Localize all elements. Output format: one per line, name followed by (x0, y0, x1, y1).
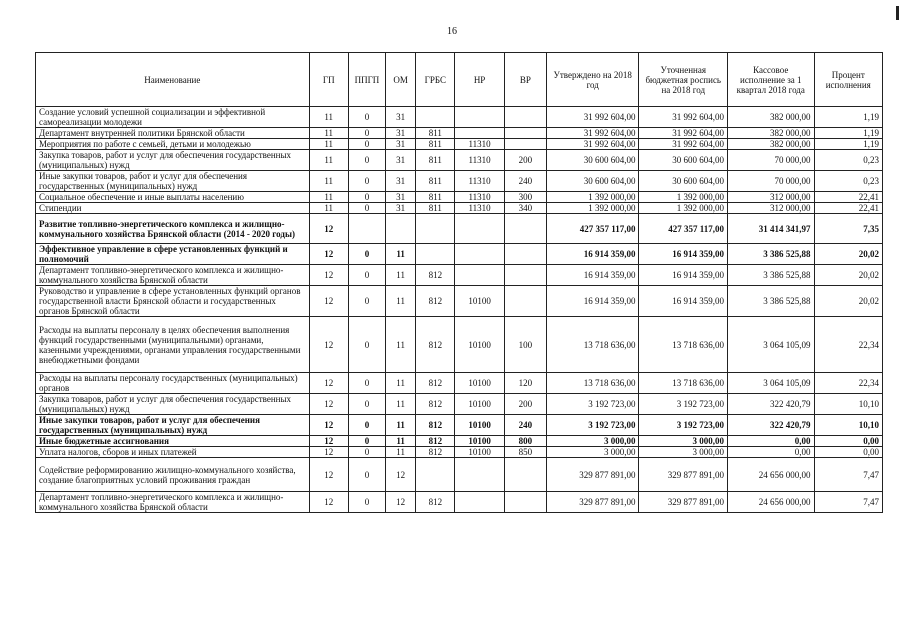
cell-approved: 30 600 604,00 (546, 171, 639, 192)
cell-ppgp: 0 (348, 192, 385, 203)
cell-om: 11 (386, 373, 416, 394)
cell-vr: 300 (504, 192, 546, 203)
cell-vr (504, 286, 546, 317)
cell-grbs: 812 (416, 394, 455, 415)
cell-revised: 16 914 359,00 (639, 265, 728, 286)
cell-om: 11 (386, 415, 416, 436)
table-row (36, 244, 883, 265)
cell-grbs: 812 (416, 492, 455, 513)
cell-percent: 0,23 (814, 150, 883, 171)
cell-approved: 3 000,00 (546, 447, 639, 458)
cell-gp: 12 (309, 415, 348, 436)
cell-vr: 100 (504, 317, 546, 373)
cell-om: 31 (386, 203, 416, 214)
cell-om (386, 214, 416, 244)
cell-gp: 12 (309, 214, 348, 244)
cell-cash: 31 414 341,97 (728, 214, 815, 244)
cell-percent: 22,34 (814, 373, 883, 394)
cell-percent: 7,47 (814, 458, 883, 492)
cell-nr: 10100 (455, 436, 504, 447)
cell-cash: 382 000,00 (728, 139, 815, 150)
cell-om: 31 (386, 150, 416, 171)
cell-grbs: 811 (416, 192, 455, 203)
cell-name: Иные закупки товаров, работ и услуг для обеспечения государственных (муниципальных) нужд (36, 171, 310, 192)
cell-ppgp: 0 (348, 150, 385, 171)
cell-name: Содействие реформированию жилищно-коммунального хозяйства, создание благоприятных условий проживания граждан (36, 458, 310, 492)
cell-grbs: 812 (416, 373, 455, 394)
cell-ppgp: 0 (348, 492, 385, 513)
page-number: 16 (447, 26, 457, 37)
cell-grbs: 811 (416, 128, 455, 139)
table-row (36, 192, 883, 203)
cell-grbs: 811 (416, 150, 455, 171)
cell-nr (455, 107, 504, 128)
cell-grbs: 812 (416, 447, 455, 458)
cell-om: 11 (386, 265, 416, 286)
cell-grbs (416, 214, 455, 244)
cell-revised: 16 914 359,00 (639, 244, 728, 265)
cell-gp: 11 (309, 150, 348, 171)
header-name: Наименование (36, 53, 310, 107)
cell-approved: 16 914 359,00 (546, 286, 639, 317)
header-ppgp: ППГП (348, 53, 385, 107)
cell-ppgp: 0 (348, 203, 385, 214)
cell-om: 11 (386, 317, 416, 373)
cell-approved: 1 392 000,00 (546, 203, 639, 214)
cell-cash: 312 000,00 (728, 192, 815, 203)
cell-revised: 13 718 636,00 (639, 317, 728, 373)
cell-cash: 322 420,79 (728, 394, 815, 415)
cell-percent: 1,19 (814, 139, 883, 150)
cell-grbs: 812 (416, 415, 455, 436)
cell-vr (504, 458, 546, 492)
cell-nr: 10100 (455, 286, 504, 317)
cell-name: Руководство и управление в сфере установленных функций органов государственной власти Брянской области и государственных органов Брянской области (36, 286, 310, 317)
cell-percent: 22,41 (814, 203, 883, 214)
table-row (36, 447, 883, 458)
cell-grbs: 812 (416, 436, 455, 447)
cell-nr: 10100 (455, 317, 504, 373)
header-cash: Кассовое исполнение за 1 квартал 2018 года (728, 53, 815, 107)
cell-vr (504, 492, 546, 513)
cell-nr: 10100 (455, 373, 504, 394)
cell-vr (504, 107, 546, 128)
cell-percent: 20,02 (814, 265, 883, 286)
cell-gp: 12 (309, 458, 348, 492)
cell-revised: 16 914 359,00 (639, 286, 728, 317)
cell-gp: 12 (309, 436, 348, 447)
cell-percent: 10,10 (814, 394, 883, 415)
cell-gp: 12 (309, 317, 348, 373)
cell-revised: 13 718 636,00 (639, 373, 728, 394)
cell-approved: 16 914 359,00 (546, 265, 639, 286)
cell-revised: 329 877 891,00 (639, 458, 728, 492)
cell-cash: 0,00 (728, 447, 815, 458)
cell-gp: 12 (309, 447, 348, 458)
cell-approved: 329 877 891,00 (546, 492, 639, 513)
table-row (36, 415, 883, 436)
cell-name: Развитие топливно-энергетического комплекса и жилищно-коммунального хозяйства Брянской области (2014 - 2020 годы) (36, 214, 310, 244)
cell-approved: 3 000,00 (546, 436, 639, 447)
table-row (36, 203, 883, 214)
cell-om: 11 (386, 436, 416, 447)
table-row (36, 107, 883, 128)
cell-cash: 70 000,00 (728, 171, 815, 192)
table-header-row (36, 53, 883, 107)
cell-vr: 850 (504, 447, 546, 458)
cell-percent: 1,19 (814, 107, 883, 128)
cell-ppgp: 0 (348, 415, 385, 436)
cell-cash: 382 000,00 (728, 128, 815, 139)
cell-ppgp: 0 (348, 447, 385, 458)
cell-name: Закупка товаров, работ и услуг для обеспечения государственных (муниципальных) нужд (36, 394, 310, 415)
cell-revised: 31 992 604,00 (639, 139, 728, 150)
cell-ppgp: 0 (348, 436, 385, 447)
cell-nr (455, 128, 504, 139)
cell-nr: 10100 (455, 447, 504, 458)
cell-approved: 3 192 723,00 (546, 394, 639, 415)
cell-name: Департамент внутренней политики Брянской области (36, 128, 310, 139)
cell-gp: 11 (309, 139, 348, 150)
cell-ppgp: 0 (348, 265, 385, 286)
cell-cash: 382 000,00 (728, 107, 815, 128)
cell-nr: 10100 (455, 415, 504, 436)
cell-name: Закупка товаров, работ и услуг для обеспечения государственных (муниципальных) нужд (36, 150, 310, 171)
table-row (36, 265, 883, 286)
cell-vr (504, 265, 546, 286)
cell-grbs: 812 (416, 317, 455, 373)
cell-om: 31 (386, 107, 416, 128)
cell-cash: 0,00 (728, 436, 815, 447)
cell-vr: 200 (504, 150, 546, 171)
cell-nr (455, 244, 504, 265)
cell-gp: 11 (309, 192, 348, 203)
cell-approved: 3 192 723,00 (546, 415, 639, 436)
cell-nr (455, 265, 504, 286)
cell-revised: 3 000,00 (639, 447, 728, 458)
cell-nr (455, 214, 504, 244)
cell-name: Социальное обеспечение и иные выплаты населению (36, 192, 310, 203)
cell-om: 31 (386, 128, 416, 139)
cell-grbs: 811 (416, 171, 455, 192)
table-row (36, 492, 883, 513)
cell-percent: 20,02 (814, 244, 883, 265)
cell-om: 31 (386, 192, 416, 203)
table-row (36, 458, 883, 492)
cell-approved: 16 914 359,00 (546, 244, 639, 265)
cell-grbs: 812 (416, 265, 455, 286)
cell-name: Департамент топливно-энергетического комплекса и жилищно-коммунального хозяйства Брянской области (36, 492, 310, 513)
cell-name: Создание условий успешной социализации и эффективной самореализации молодежи (36, 107, 310, 128)
cell-cash: 3 386 525,88 (728, 244, 815, 265)
cell-revised: 30 600 604,00 (639, 150, 728, 171)
cell-nr: 11310 (455, 171, 504, 192)
table-row (36, 139, 883, 150)
cell-ppgp: 0 (348, 171, 385, 192)
cell-gp: 11 (309, 107, 348, 128)
cell-nr: 10100 (455, 394, 504, 415)
cell-percent: 7,47 (814, 492, 883, 513)
table-row (36, 286, 883, 317)
cell-name: Стипендии (36, 203, 310, 214)
cell-revised: 1 392 000,00 (639, 192, 728, 203)
cell-om: 11 (386, 394, 416, 415)
cell-percent: 10,10 (814, 415, 883, 436)
table-row (36, 394, 883, 415)
cell-cash: 322 420,79 (728, 415, 815, 436)
header-grbs: ГРБС (416, 53, 455, 107)
cell-approved: 329 877 891,00 (546, 458, 639, 492)
cell-cash: 3 386 525,88 (728, 265, 815, 286)
cell-cash: 3 064 105,09 (728, 317, 815, 373)
cell-vr (504, 139, 546, 150)
header-om: ОМ (386, 53, 416, 107)
cell-om: 31 (386, 139, 416, 150)
cell-approved: 13 718 636,00 (546, 317, 639, 373)
cell-gp: 11 (309, 128, 348, 139)
cell-gp: 12 (309, 265, 348, 286)
cell-grbs (416, 458, 455, 492)
cell-gp: 11 (309, 203, 348, 214)
cell-cash: 24 656 000,00 (728, 492, 815, 513)
cell-ppgp: 0 (348, 458, 385, 492)
cell-revised: 31 992 604,00 (639, 128, 728, 139)
header-nr: НР (455, 53, 504, 107)
cell-cash: 70 000,00 (728, 150, 815, 171)
cell-name: Эффективное управление в сфере установленных функций и полномочий (36, 244, 310, 265)
budget-table (35, 52, 883, 513)
cell-gp: 12 (309, 244, 348, 265)
cell-percent: 22,34 (814, 317, 883, 373)
cell-vr: 240 (504, 171, 546, 192)
cell-gp: 12 (309, 373, 348, 394)
cell-vr: 240 (504, 415, 546, 436)
cell-gp: 12 (309, 286, 348, 317)
cell-approved: 427 357 117,00 (546, 214, 639, 244)
cell-om: 12 (386, 492, 416, 513)
cell-vr: 200 (504, 394, 546, 415)
cell-revised: 1 392 000,00 (639, 203, 728, 214)
cell-percent: 20,02 (814, 286, 883, 317)
cell-cash: 3 386 525,88 (728, 286, 815, 317)
cell-grbs: 811 (416, 203, 455, 214)
cell-nr: 11310 (455, 150, 504, 171)
cell-name: Иные закупки товаров, работ и услуг для обеспечения государственных (муниципальных) нужд (36, 415, 310, 436)
cell-ppgp: 0 (348, 139, 385, 150)
cell-percent: 22,41 (814, 192, 883, 203)
cell-revised: 3 000,00 (639, 436, 728, 447)
cell-name: Уплата налогов, сборов и иных платежей (36, 447, 310, 458)
cell-ppgp (348, 214, 385, 244)
cell-vr: 340 (504, 203, 546, 214)
table-row (36, 214, 883, 244)
cell-ppgp: 0 (348, 286, 385, 317)
cell-vr (504, 244, 546, 265)
cell-ppgp: 0 (348, 373, 385, 394)
cell-approved: 1 392 000,00 (546, 192, 639, 203)
cell-approved: 30 600 604,00 (546, 150, 639, 171)
cell-approved: 31 992 604,00 (546, 139, 639, 150)
cell-name: Мероприятия по работе с семьей, детьми и молодежью (36, 139, 310, 150)
cell-percent: 1,19 (814, 128, 883, 139)
corner-mark (896, 6, 899, 20)
cell-cash: 312 000,00 (728, 203, 815, 214)
cell-percent: 0,23 (814, 171, 883, 192)
cell-ppgp: 0 (348, 394, 385, 415)
cell-revised: 329 877 891,00 (639, 492, 728, 513)
cell-om: 31 (386, 171, 416, 192)
cell-vr: 120 (504, 373, 546, 394)
cell-nr: 11310 (455, 192, 504, 203)
cell-approved: 31 992 604,00 (546, 128, 639, 139)
cell-revised: 3 192 723,00 (639, 394, 728, 415)
table-row (36, 128, 883, 139)
cell-nr: 11310 (455, 203, 504, 214)
cell-revised: 427 357 117,00 (639, 214, 728, 244)
table-row (36, 171, 883, 192)
cell-cash: 3 064 105,09 (728, 373, 815, 394)
table-body (36, 107, 883, 513)
cell-name: Расходы на выплаты персоналу государственных (муниципальных) органов (36, 373, 310, 394)
header-percent: Процент исполнения (814, 53, 883, 107)
cell-revised: 3 192 723,00 (639, 415, 728, 436)
cell-approved: 31 992 604,00 (546, 107, 639, 128)
cell-ppgp: 0 (348, 244, 385, 265)
cell-nr: 11310 (455, 139, 504, 150)
cell-om: 11 (386, 244, 416, 265)
cell-nr (455, 492, 504, 513)
table-row (36, 373, 883, 394)
header-approved: Утверждено на 2018 год (546, 53, 639, 107)
cell-ppgp: 0 (348, 107, 385, 128)
cell-grbs: 812 (416, 286, 455, 317)
cell-percent: 0,00 (814, 436, 883, 447)
header-vr: ВР (504, 53, 546, 107)
cell-om: 11 (386, 286, 416, 317)
cell-name: Расходы на выплаты персоналу в целях обеспечения выполнения функций государственными (муниципальными) органами, казенными учреждениями, органами управления государственными внебюджетными фондами (36, 317, 310, 373)
cell-percent: 7,35 (814, 214, 883, 244)
cell-gp: 11 (309, 171, 348, 192)
cell-gp: 12 (309, 492, 348, 513)
cell-om: 11 (386, 447, 416, 458)
table-row (36, 150, 883, 171)
cell-revised: 30 600 604,00 (639, 171, 728, 192)
cell-grbs (416, 244, 455, 265)
cell-grbs (416, 107, 455, 128)
cell-vr (504, 214, 546, 244)
cell-cash: 24 656 000,00 (728, 458, 815, 492)
cell-name: Департамент топливно-энергетического комплекса и жилищно-коммунального хозяйства Брянской области (36, 265, 310, 286)
cell-vr (504, 128, 546, 139)
cell-om: 12 (386, 458, 416, 492)
cell-name: Иные бюджетные ассигнования (36, 436, 310, 447)
header-revised: Уточненная бюджетная роспись на 2018 год (639, 53, 728, 107)
cell-nr (455, 458, 504, 492)
cell-ppgp: 0 (348, 128, 385, 139)
cell-percent: 0,00 (814, 447, 883, 458)
cell-revised: 31 992 604,00 (639, 107, 728, 128)
table-row (36, 317, 883, 373)
table-row (36, 436, 883, 447)
cell-ppgp: 0 (348, 317, 385, 373)
cell-gp: 12 (309, 394, 348, 415)
cell-vr: 800 (504, 436, 546, 447)
header-gp: ГП (309, 53, 348, 107)
cell-approved: 13 718 636,00 (546, 373, 639, 394)
cell-grbs: 811 (416, 139, 455, 150)
